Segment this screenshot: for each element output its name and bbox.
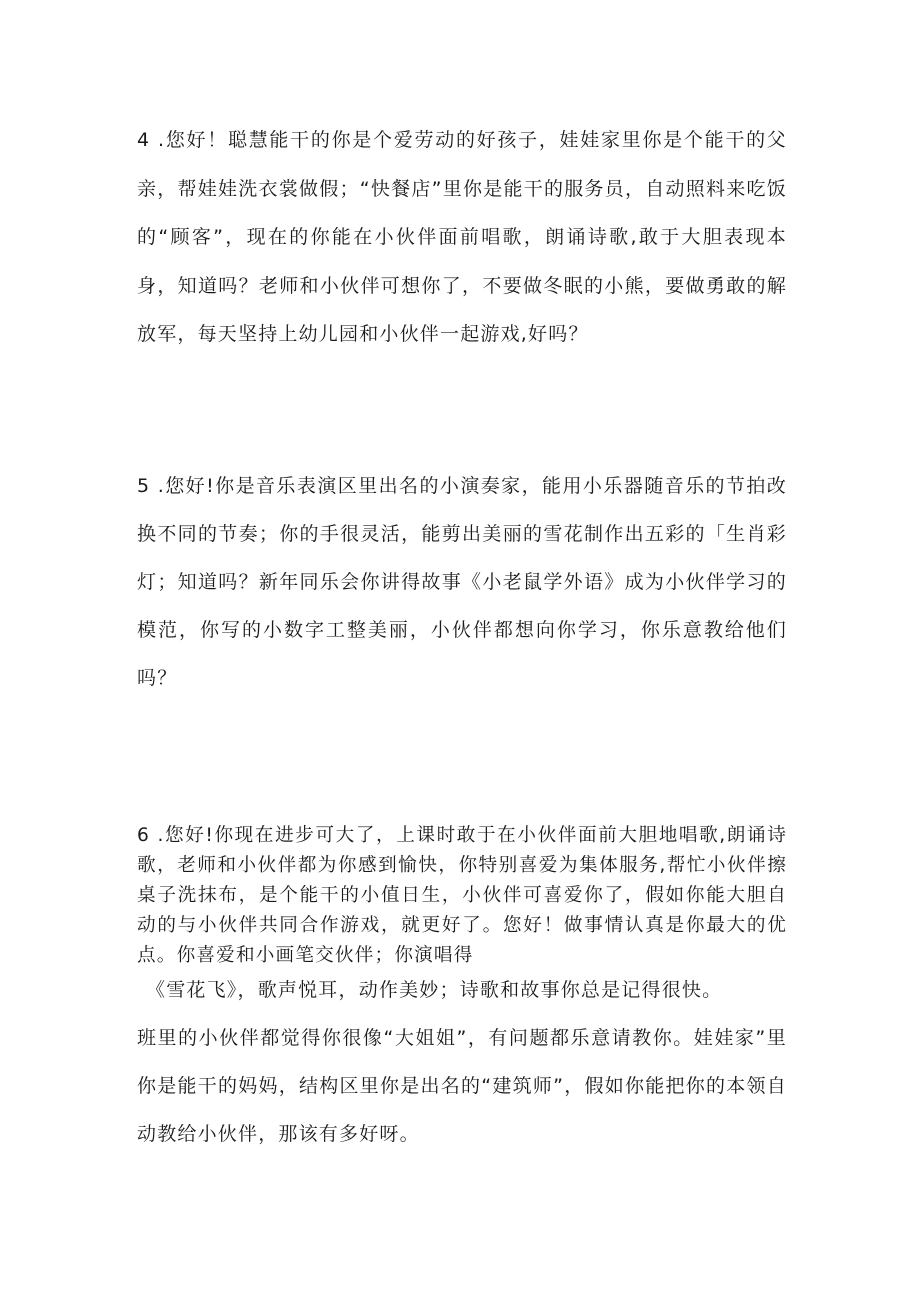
paragraph-6-continued [137,966,787,1158]
paragraph-5: 5 .您好!你是音乐表演区里出名的小演奏家，能用小乐器随音乐的节拍改换不同的节奏；你的手很灵活，能剪出美丽的雪花制作出五彩的「生肖彩灯；知道吗？新年同乐会你讲得故事《小老鼠学外语》成为小伙伴学习的模范，你写的小数字工整美丽，小伙伴都想向你学习，你乐意教给他们吗？ [137,475,787,689]
paragraph-6-rest: 班里的小伙伴都觉得你很像“大姐姐”，有问题都乐意请教你。娃娃家”里你是能干的妈妈，结构区里你是出名的“建筑师”，假如你能把你的本领自动教给小伙伴，那该有多好呀。 [137,1027,787,1145]
paragraph-4: 4 .您好！聪慧能干的你是个爱劳动的好孩子，娃娃家里你是个能干的父亲，帮娃娃洗衣裳做假；“快餐店”里你是能干的服务员，自动照料来吃饭的“顾客”，现在的你能在小伙伴面前唱歌，朗诵诗歌,敢于大胆表现本身，知道吗？老师和小伙伴可想你了，不要做冬眠的小熊，要做勇敢的解放军，每天坚持上幼儿园和小伙伴一起游戏,好吗？ [137,129,787,345]
paragraph-6: 6 .您好!你现在进步可大了，上课时敢于在小伙伴面前大胆地唱歌,朗诵诗歌，老师和小伙伴都为你感到愉快，你特别喜爱为集体服务,帮忙小伙伴擦桌子洗抹布，是个能干的小值日生，小伙伴可喜爱你了，假如你能大胆自动的与小伙伴共同合作游戏，就更好了。您好！做事情认真是你最大的优点。你喜爱和小画笔交伙伴；你演唱得 [137,825,787,966]
paragraph-6-line-song: 《雪花飞》，歌声悦耳，动作美妙；诗歌和故事你总是记得很快。 [146,979,723,1001]
